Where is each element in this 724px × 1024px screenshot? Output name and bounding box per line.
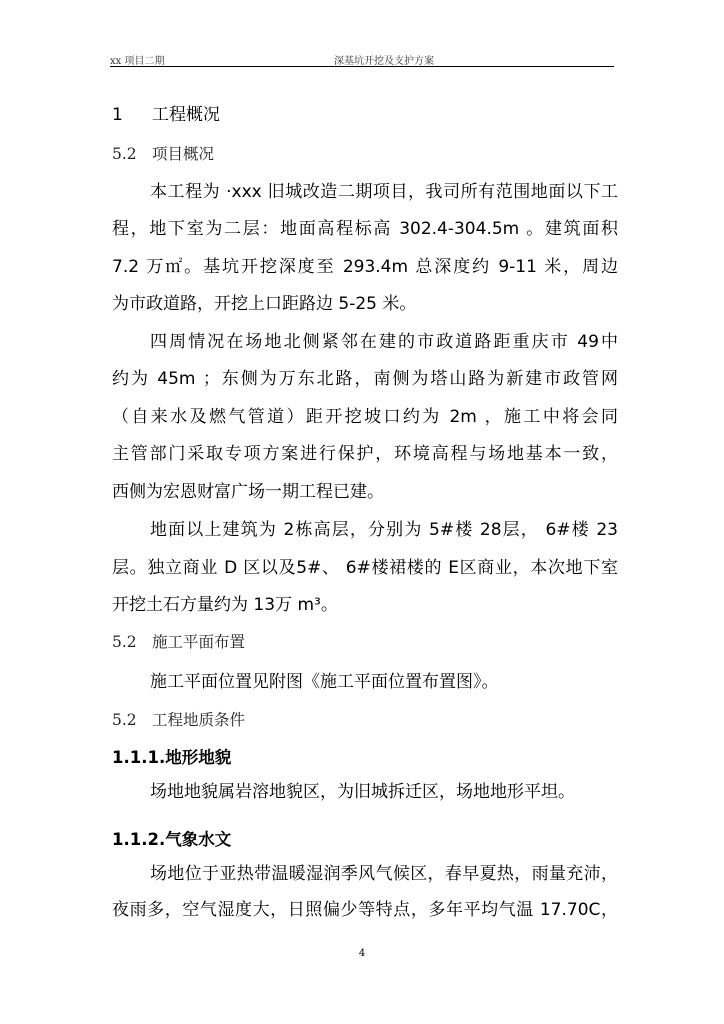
section-title: 项目概况	[152, 145, 215, 163]
paragraph-line: 西侧为宏恩财富广场一期工程已建。	[112, 482, 384, 502]
section-heading-geology	[112, 708, 618, 732]
subsection-number: 1.1.1.	[112, 748, 166, 767]
paragraph-line: 程，地下室为二层：地面高程标高 302.4-304.5m 。建筑面积	[112, 219, 618, 239]
paragraph-line: 为市政道路，开挖上口距路边 5-25 米。	[112, 294, 417, 314]
paragraph-line: （自来水及燃气管道）距开挖坡口约为 2m ，施工中将会同	[112, 407, 618, 427]
section-title: 施工平面布置	[152, 633, 246, 651]
page-number: 4	[358, 948, 366, 959]
paragraph-line: 地面以上建筑为 2栋高层，分别为 5#楼 28层， 6#楼 23	[150, 520, 618, 540]
subsection-title: 地形地貌	[165, 748, 232, 767]
heading-1	[112, 103, 618, 127]
paragraph-line: 约为 45m ；东侧为万东北路，南侧为塔山路为新建市政管网	[112, 369, 618, 389]
paragraph-line: 主管部门采取专项方案进行保护，环境高程与场地基本一致，	[112, 444, 618, 464]
paragraph-line: 夜雨多，空气湿度大，日照偏少等特点，多年平均气温 17.70C，	[112, 900, 618, 920]
paragraph-line: 7.2 万㎡。基坑开挖深度至 293.4m 总深度约 9-11 米，周边	[112, 257, 618, 277]
paragraph-line: 层。独立商业 D 区以及5#、 6#楼裙楼的 E区商业，本次地下室	[112, 558, 618, 578]
section-number: 5.2	[112, 633, 137, 651]
header-document-title: 深基坑开挖及支护方案	[334, 56, 434, 67]
paragraph-line: 场地地貌属岩溶地貌区，为旧城拆迁区，场地地形平坦。	[150, 782, 575, 802]
header-project-name: xx 项目二期	[110, 56, 165, 67]
section-heading-layout	[112, 630, 618, 654]
section-heading-overview	[112, 142, 618, 166]
subsection-title: 气象水文	[165, 830, 232, 849]
subsection-number: 1.1.2.	[112, 830, 166, 849]
subsection-heading-climate	[112, 828, 618, 852]
heading-1-number: 1	[112, 105, 123, 125]
paragraph-line: 开挖土石方量约为 13万 m³。	[112, 595, 338, 615]
page-header	[110, 50, 614, 67]
paragraph-line: 施工平面位置见附图《施工平面位置布置图》。	[150, 672, 499, 692]
paragraph-line: 场地位于亚热带温暖湿润季风气候区，春早夏热，雨量充沛，	[150, 864, 618, 884]
subsection-heading-terrain	[112, 746, 618, 770]
section-title: 工程地质条件	[152, 711, 246, 729]
heading-1-title: 工程概况	[152, 105, 220, 125]
paragraph-line: 本工程为 ·xxx 旧城改造二期项目，我司所有范围地面以下工	[150, 182, 618, 202]
section-number: 5.2	[112, 145, 137, 163]
paragraph-line: 四周情况在场地北侧紧邻在建的市政道路距重庆市 49中	[150, 332, 618, 352]
section-number: 5.2	[112, 711, 137, 729]
